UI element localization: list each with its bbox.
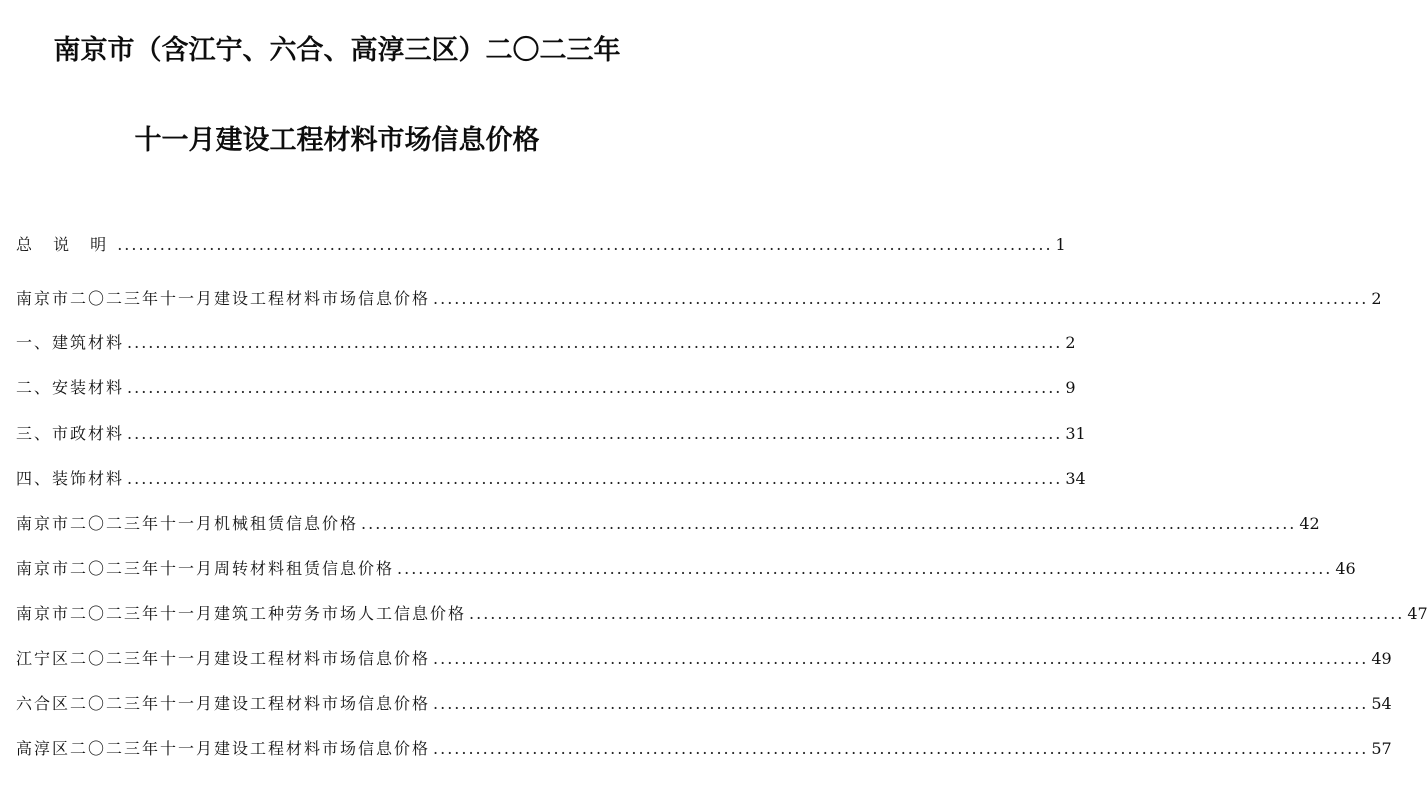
document-title-line-1: 南京市（含江宁、六合、高淳三区）二〇二三年: [53, 35, 621, 66]
toc-entry-nanjing-materials[interactable]: [16, 284, 1382, 314]
toc-entry-luhe-materials[interactable]: [16, 689, 1392, 719]
toc-page-number: 47: [1407, 604, 1428, 623]
toc-dot-leader: ....................................................................................................................................: [433, 649, 1369, 668]
toc-page-number: 2: [1371, 289, 1382, 308]
toc-dot-leader: ....................................................................................................................................: [127, 378, 1063, 397]
toc-entry-municipal-materials[interactable]: [16, 419, 1086, 449]
toc-dot-leader: ....................................................................................................................................: [469, 604, 1405, 623]
toc-dot-leader: ....................................................................................................................................: [117, 235, 1053, 254]
toc-entry-label: 一、建筑材料: [16, 333, 125, 352]
toc-page-number: 2: [1065, 333, 1076, 352]
toc-entry-label: 高淳区二〇二三年十一月建设工程材料市场信息价格: [16, 739, 431, 758]
toc-page-number: 31: [1065, 424, 1086, 443]
toc-entry-label: 六合区二〇二三年十一月建设工程材料市场信息价格: [16, 694, 431, 713]
toc-entry-label: 江宁区二〇二三年十一月建设工程材料市场信息价格: [16, 649, 431, 668]
toc-dot-leader: ....................................................................................................................................: [127, 424, 1063, 443]
toc-dot-leader: ....................................................................................................................................: [397, 559, 1333, 578]
toc-page-number: 34: [1065, 469, 1086, 488]
document-title-line-2: 十一月建设工程材料市场信息价格: [134, 125, 540, 156]
toc-entry-label: 南京市二〇二三年十一月建设工程材料市场信息价格: [16, 289, 431, 308]
toc-entry-formwork-rental[interactable]: [16, 554, 1356, 584]
toc-page-number: 49: [1371, 649, 1392, 668]
toc-page-number: 46: [1335, 559, 1356, 578]
toc-dot-leader: ....................................................................................................................................: [127, 469, 1063, 488]
toc-page-number: 42: [1299, 514, 1320, 533]
toc-entry-general-notes[interactable]: [16, 230, 1066, 260]
toc-page-number: 9: [1065, 378, 1076, 397]
toc-page-number: 54: [1371, 694, 1392, 713]
toc-entry-label: 总 说 明: [16, 235, 115, 254]
toc-dot-leader: ....................................................................................................................................: [433, 739, 1369, 758]
toc-entry-decoration-materials[interactable]: [16, 464, 1086, 494]
toc-dot-leader: ....................................................................................................................................: [433, 289, 1369, 308]
toc-entry-label: 南京市二〇二三年十一月周转材料租赁信息价格: [16, 559, 395, 578]
toc-dot-leader: ....................................................................................................................................: [433, 694, 1369, 713]
toc-entry-jiangning-materials[interactable]: [16, 644, 1392, 674]
toc-entry-machinery-rental[interactable]: [16, 509, 1320, 539]
toc-entry-building-materials[interactable]: [16, 328, 1076, 358]
toc-page-number: 1: [1055, 235, 1066, 254]
toc-entry-gaochun-materials[interactable]: [16, 734, 1392, 764]
toc-entry-label: 二、安装材料: [16, 378, 125, 397]
toc-entry-installation-materials[interactable]: [16, 373, 1076, 403]
toc-page-number: 57: [1371, 739, 1392, 758]
toc-entry-label: 南京市二〇二三年十一月建筑工种劳务市场人工信息价格: [16, 604, 467, 623]
toc-entry-label: 南京市二〇二三年十一月机械租赁信息价格: [16, 514, 359, 533]
toc-entry-label: 四、装饰材料: [16, 469, 125, 488]
toc-dot-leader: ....................................................................................................................................: [127, 333, 1063, 352]
toc-entry-labor-prices[interactable]: [16, 599, 1428, 629]
toc-entry-label: 三、市政材料: [16, 424, 125, 443]
toc-dot-leader: ....................................................................................................................................: [361, 514, 1297, 533]
